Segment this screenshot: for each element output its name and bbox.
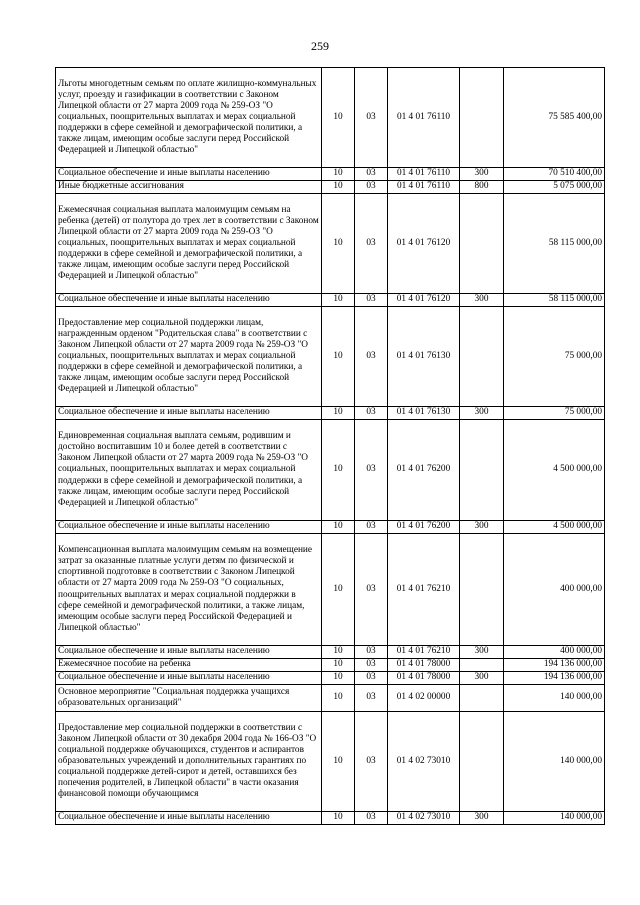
row-target-code: 01 4 01 76130 xyxy=(388,307,460,407)
row-expense-type xyxy=(460,194,504,294)
row-subsection: 03 xyxy=(355,659,388,672)
row-expense-type xyxy=(460,68,504,168)
row-target-code: 01 4 01 76210 xyxy=(388,646,460,659)
row-sum: 5 075 000,00 xyxy=(504,181,605,194)
row-expense-type: 300 xyxy=(460,407,504,420)
table-row xyxy=(56,294,605,307)
row-subsection: 03 xyxy=(355,407,388,420)
row-expense-type: 300 xyxy=(460,646,504,659)
row-section: 10 xyxy=(322,812,355,825)
row-subsection: 03 xyxy=(355,712,388,812)
row-target-code: 01 4 02 73010 xyxy=(388,712,460,812)
row-section: 10 xyxy=(322,407,355,420)
row-subsection: 03 xyxy=(355,420,388,521)
row-expense-type xyxy=(460,420,504,521)
row-target-code: 01 4 02 00000 xyxy=(388,685,460,712)
row-sum: 75 000,00 xyxy=(504,407,605,420)
row-expense-type: 300 xyxy=(460,168,504,181)
row-expense-type xyxy=(460,534,504,646)
row-subsection: 03 xyxy=(355,168,388,181)
table-row xyxy=(56,712,605,812)
row-target-code: 01 4 01 76120 xyxy=(388,194,460,294)
budget-table xyxy=(55,67,605,825)
row-target-code: 01 4 01 76210 xyxy=(388,534,460,646)
row-name: Иные бюджетные ассигнования xyxy=(56,181,322,194)
row-section: 10 xyxy=(322,521,355,534)
row-subsection: 03 xyxy=(355,534,388,646)
row-name: Компенсационная выплата малоимущим семьям на возмещение затрат за оказанные платные услуги детям по физической и спортивной подготовке в соответствии с Законом Липецкой области от 27 марта 2009 года № 259-ОЗ "О социальных, поощрительных выплатах и мерах социальной поддержки в сфере семейной и демографической политики, а также лицам, имеющим особые заслуги перед Российской Федерацией и Липецкой областью" xyxy=(56,534,322,646)
row-name: Предоставление мер социальной поддержки лицам, награжденным орденом "Родительская слава" в соответствии с Законом Липецкой области от 27 марта 2009 года № 259-ОЗ "О социальных, поощрительных выплатах и мерах социальной поддержки в сфере семейной и демографической политики, а также лицам, имеющим особые заслуги перед Российской Федерацией и Липецкой областью" xyxy=(56,307,322,407)
row-subsection: 03 xyxy=(355,646,388,659)
table-row xyxy=(56,521,605,534)
row-subsection: 03 xyxy=(355,672,388,685)
row-section: 10 xyxy=(322,307,355,407)
table-row xyxy=(56,646,605,659)
row-sum: 70 510 400,00 xyxy=(504,168,605,181)
row-section: 10 xyxy=(322,168,355,181)
row-expense-type: 300 xyxy=(460,521,504,534)
row-expense-type xyxy=(460,307,504,407)
row-name: Социальное обеспечение и иные выплаты населению xyxy=(56,646,322,659)
row-section: 10 xyxy=(322,194,355,294)
row-sum: 140 000,00 xyxy=(504,685,605,712)
row-sum: 75 000,00 xyxy=(504,307,605,407)
table-row xyxy=(56,534,605,646)
row-sum: 194 136 000,00 xyxy=(504,659,605,672)
row-section: 10 xyxy=(322,646,355,659)
row-name: Социальное обеспечение и иные выплаты населению xyxy=(56,521,322,534)
row-subsection: 03 xyxy=(355,68,388,168)
row-target-code: 01 4 01 76110 xyxy=(388,181,460,194)
row-target-code: 01 4 02 73010 xyxy=(388,812,460,825)
row-name: Социальное обеспечение и иные выплаты населению xyxy=(56,407,322,420)
row-sum: 400 000,00 xyxy=(504,534,605,646)
table-row xyxy=(56,407,605,420)
row-sum: 194 136 000,00 xyxy=(504,672,605,685)
table-row xyxy=(56,812,605,825)
row-sum: 75 585 400,00 xyxy=(504,68,605,168)
row-expense-type: 800 xyxy=(460,181,504,194)
table-row xyxy=(56,420,605,521)
row-name: Основное мероприятие "Социальная поддержка учащихся образовательных организаций" xyxy=(56,685,322,712)
row-subsection: 03 xyxy=(355,521,388,534)
row-subsection: 03 xyxy=(355,685,388,712)
row-name: Единовременная социальная выплата семьям, родившим и достойно воспитавшим 10 и более детей в соответствии с Законом Липецкой области от 27 марта 2009 года № 259-ОЗ "О социальных, поощрительных выплатах и мерах социальной поддержки в сфере семейной и демографической политики, а также лицам, имеющим особые заслуги перед Российской Федерацией и Липецкой областью" xyxy=(56,420,322,521)
row-subsection: 03 xyxy=(355,194,388,294)
row-target-code: 01 4 01 78000 xyxy=(388,659,460,672)
row-name: Ежемесячная социальная выплата малоимущим семьям на ребенка (детей) от полутора до трех лет в соответствии с Законом Липецкой области от 27 марта 2009 года № 259-ОЗ "О социальных, поощрительных выплатах и мерах социальной поддержки в сфере семейной и демографической политики, а также лицам, имеющим особые заслуги перед Российской Федерацией и Липецкой областью" xyxy=(56,194,322,294)
row-name: Ежемесячное пособие на ребенка xyxy=(56,659,322,672)
row-name: Социальное обеспечение и иные выплаты населению xyxy=(56,812,322,825)
row-subsection: 03 xyxy=(355,181,388,194)
row-target-code: 01 4 01 76110 xyxy=(388,68,460,168)
row-section: 10 xyxy=(322,659,355,672)
row-sum: 58 115 000,00 xyxy=(504,194,605,294)
row-target-code: 01 4 01 76120 xyxy=(388,294,460,307)
page-number: 259 xyxy=(311,39,329,53)
row-name: Социальное обеспечение и иные выплаты населению xyxy=(56,672,322,685)
row-name: Социальное обеспечение и иные выплаты населению xyxy=(56,294,322,307)
row-target-code: 01 4 01 76130 xyxy=(388,407,460,420)
row-sum: 140 000,00 xyxy=(504,712,605,812)
row-target-code: 01 4 01 78000 xyxy=(388,672,460,685)
row-section: 10 xyxy=(322,294,355,307)
table-row xyxy=(56,68,605,168)
table-row xyxy=(56,307,605,407)
row-sum: 4 500 000,00 xyxy=(504,420,605,521)
row-expense-type: 300 xyxy=(460,812,504,825)
table-row xyxy=(56,672,605,685)
row-name: Социальное обеспечение и иные выплаты населению xyxy=(56,168,322,181)
row-expense-type: 300 xyxy=(460,672,504,685)
row-section: 10 xyxy=(322,685,355,712)
row-section: 10 xyxy=(322,68,355,168)
table-row xyxy=(56,659,605,672)
row-subsection: 03 xyxy=(355,307,388,407)
row-sum: 4 500 000,00 xyxy=(504,521,605,534)
row-section: 10 xyxy=(322,534,355,646)
row-name: Предоставление мер социальной поддержки в соответствии с Законом Липецкой области от 30 декабря 2004 года № 166-ОЗ "О социальной поддержке обучающихся, студентов и аспирантов образовательных учреждений и дополнительных гарантиях по социальной поддержке детей-сирот и детей, оставшихся без попечения родителей, в Липецкой области" в части оказания финансовой помощи обучающимся xyxy=(56,712,322,812)
row-section: 10 xyxy=(322,420,355,521)
row-section: 10 xyxy=(322,712,355,812)
table-row xyxy=(56,194,605,294)
row-target-code: 01 4 01 76110 xyxy=(388,168,460,181)
row-sum: 400 000,00 xyxy=(504,646,605,659)
row-name: Льготы многодетным семьям по оплате жилищно-коммунальных услуг, проезду и газификации в соответствии с Законом Липецкой области от 27 марта 2009 года № 259-ОЗ "О социальных, поощрительных выплатах и мерах социальной поддержки в сфере семейной и демографической политики, а также лицам, имеющим особые заслуги перед Российской Федерацией и Липецкой областью" xyxy=(56,68,322,168)
row-expense-type xyxy=(460,685,504,712)
row-expense-type xyxy=(460,712,504,812)
row-sum: 140 000,00 xyxy=(504,812,605,825)
row-section: 10 xyxy=(322,672,355,685)
table-row xyxy=(56,685,605,712)
table-row xyxy=(56,168,605,181)
row-expense-type xyxy=(460,659,504,672)
row-subsection: 03 xyxy=(355,294,388,307)
row-section: 10 xyxy=(322,181,355,194)
row-sum: 58 115 000,00 xyxy=(504,294,605,307)
row-subsection: 03 xyxy=(355,812,388,825)
row-target-code: 01 4 01 76200 xyxy=(388,420,460,521)
table-row xyxy=(56,181,605,194)
row-expense-type: 300 xyxy=(460,294,504,307)
row-target-code: 01 4 01 76200 xyxy=(388,521,460,534)
